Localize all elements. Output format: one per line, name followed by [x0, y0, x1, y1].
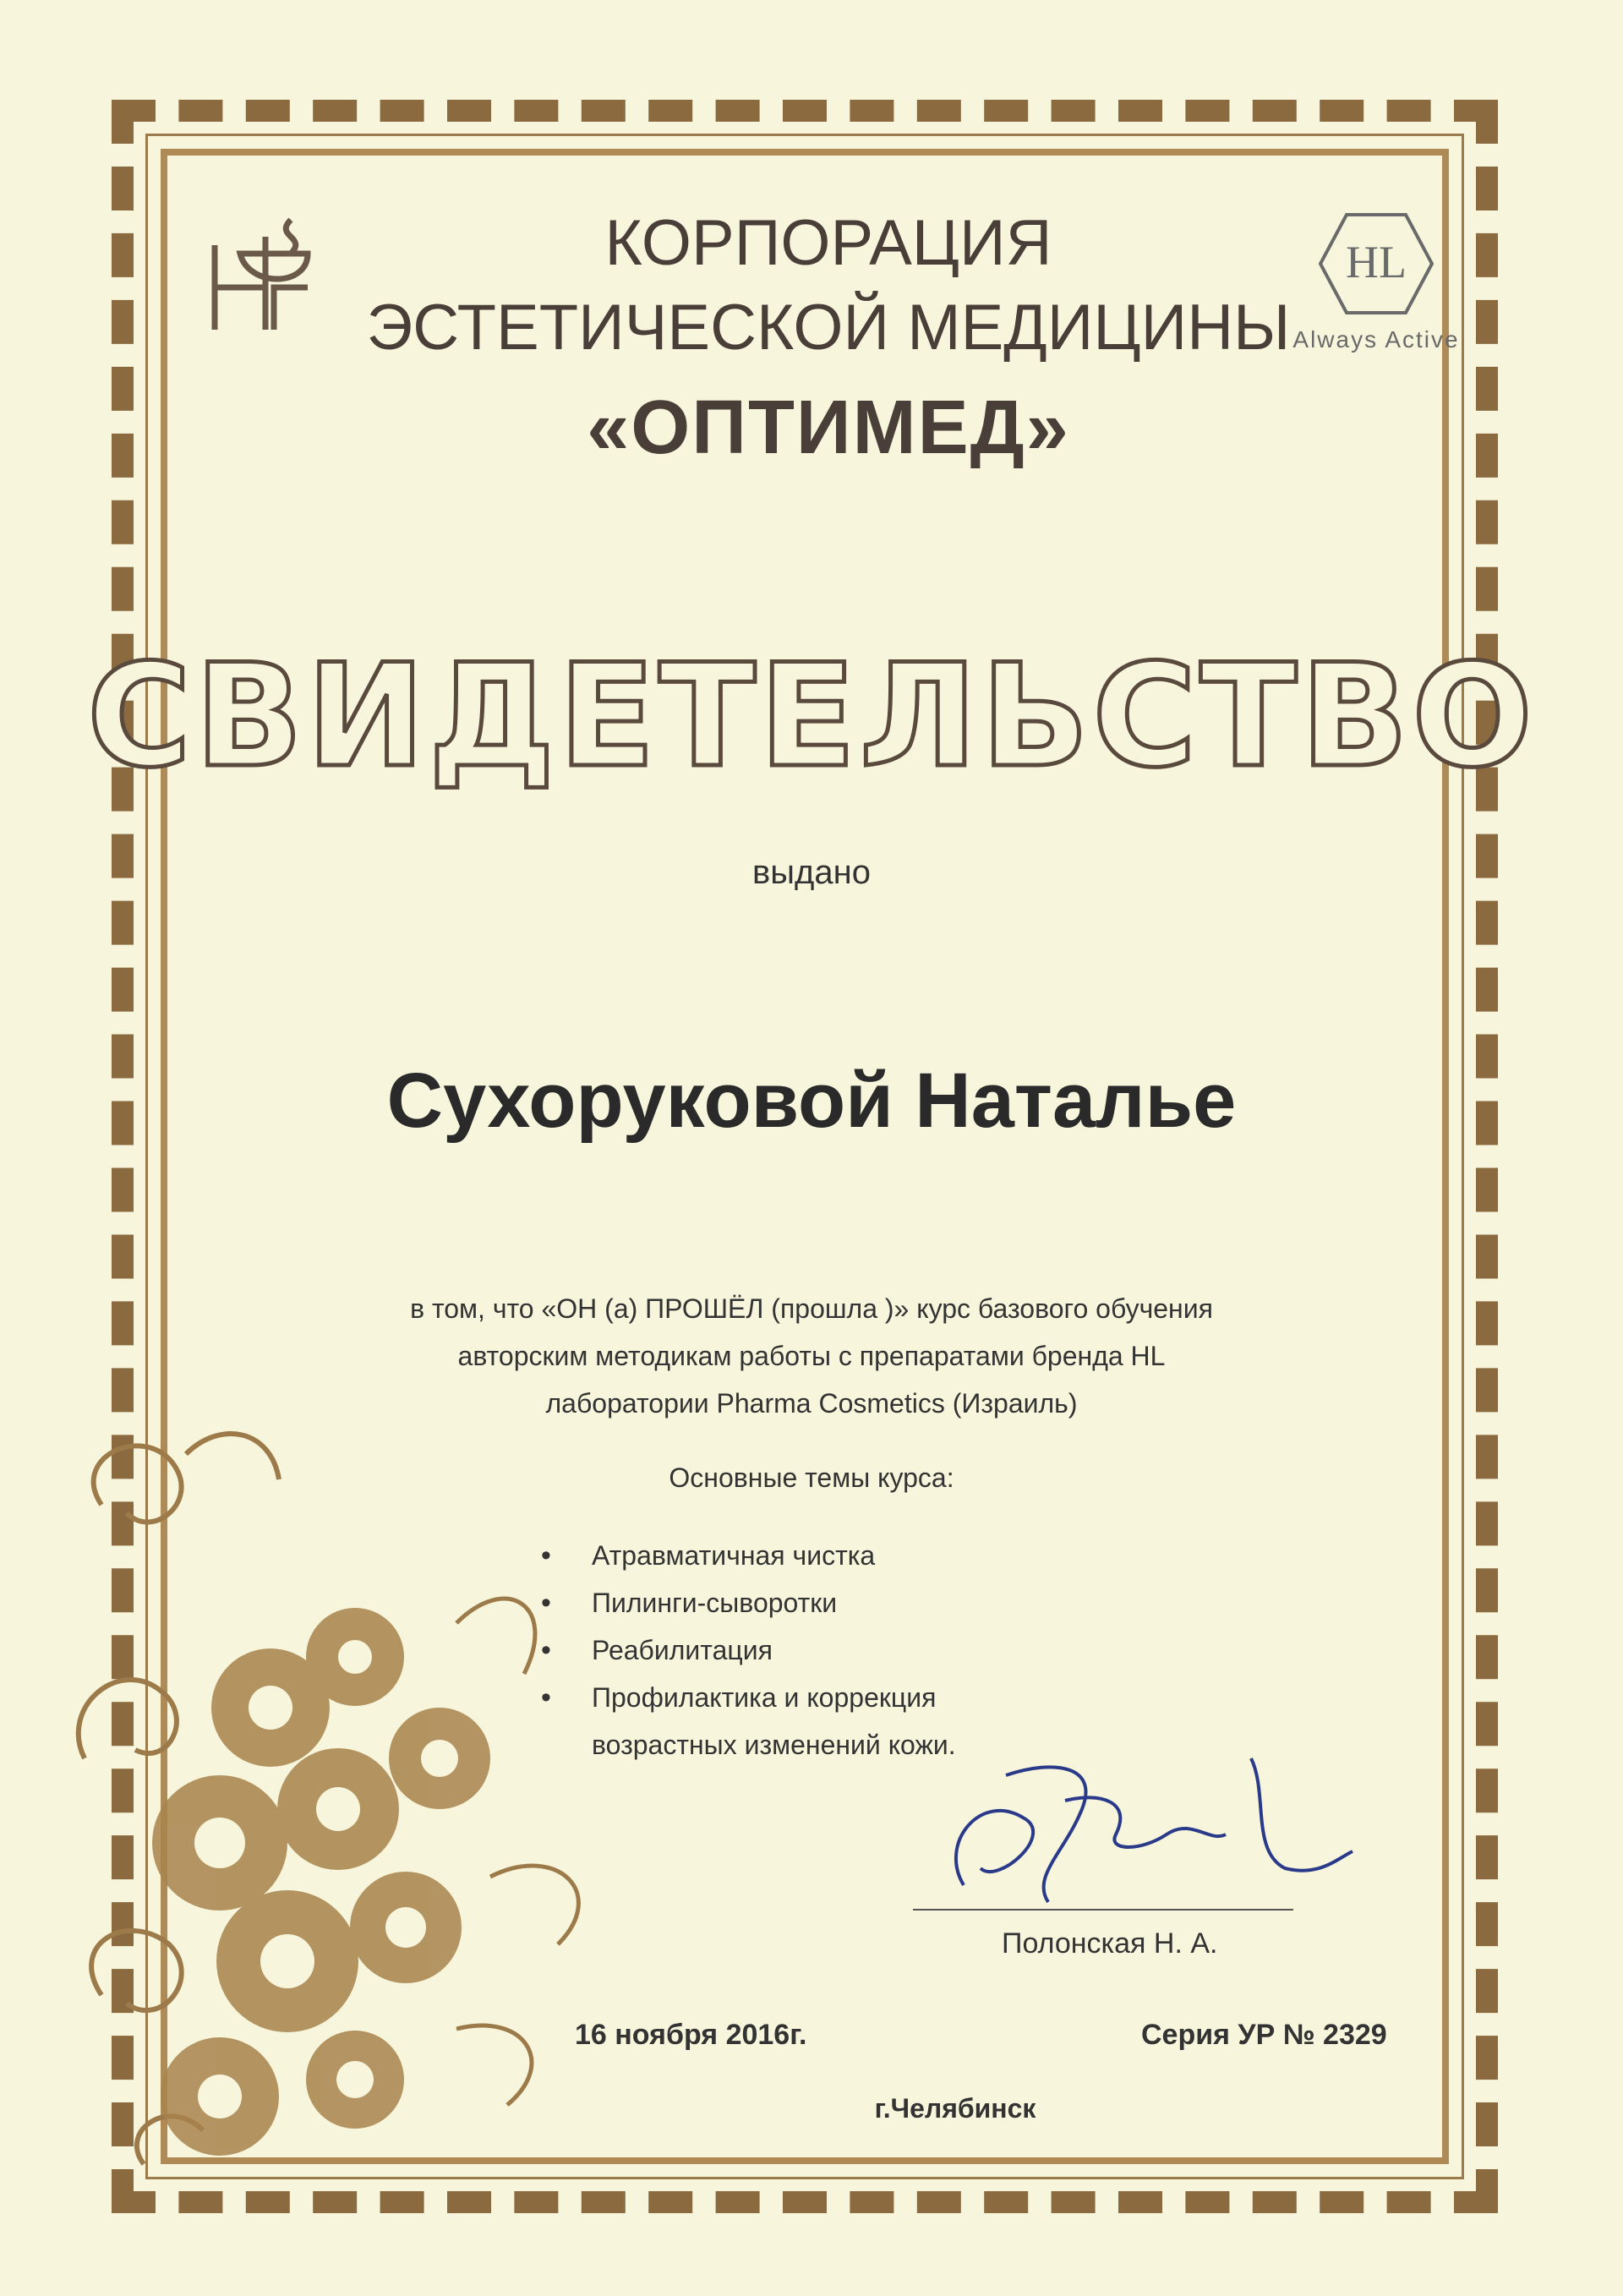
issue-city: г.Челябинск: [874, 2093, 1036, 2124]
signature-line: [913, 1909, 1293, 1911]
description-line: авторским методикам работы с препаратами бренда HL: [457, 1341, 1166, 1371]
bullet: •: [541, 1587, 551, 1619]
description-line: лаборатории Pharma Cosmetics (Израиль): [545, 1388, 1078, 1419]
topic-text: Профилактика и коррекция: [592, 1682, 937, 1713]
bullet: •: [541, 1681, 551, 1714]
issued-label: выдано: [752, 854, 871, 891]
handwritten-signature: [930, 1741, 1369, 1911]
topic-text: Пилинги-сыворотки: [592, 1588, 838, 1618]
corporation-line-1: КОРПОРАЦИЯ: [604, 207, 1052, 279]
topics-title: Основные темы курса:: [669, 1462, 954, 1493]
brand-name: «ОПТИМЕД»: [587, 385, 1070, 470]
svg-text:HL: HL: [1346, 237, 1407, 287]
signer-name: Полонская Н. А.: [1002, 1927, 1218, 1960]
partner-logo: [1275, 211, 1478, 364]
caduceus-bowl-icon: [198, 203, 342, 347]
bullet: •: [541, 1539, 551, 1572]
topic-text: Реабилитация: [592, 1635, 773, 1665]
partner-tagline: Always Active: [1292, 326, 1460, 353]
floral-ornament-icon: [51, 1403, 693, 2249]
issue-date: 16 ноября 2016г.: [575, 2019, 807, 2051]
list-item: [541, 1579, 1183, 1626]
course-description: [279, 1285, 1344, 1427]
list-item: [541, 1532, 1183, 1579]
list-item: [541, 1626, 1183, 1674]
list-item: [541, 1674, 1183, 1721]
description-line: в том, что «ОН (а) ПРОШЁЛ (прошла )» курс базового обучения: [410, 1293, 1213, 1324]
certificate-serial: Серия УР № 2329: [1141, 2019, 1387, 2051]
certificate-title: [86, 630, 1537, 799]
svg-text:СВИДЕТЕЛЬСТВО: СВИДЕТЕЛЬСТВО: [86, 633, 1537, 799]
topic-text: Атравматичная чистка: [592, 1540, 876, 1571]
recipient-name: Сухоруковой Наталье: [386, 1058, 1237, 1144]
corporation-line-2: ЭСТЕТИЧЕСКОЙ МЕДИЦИНЫ: [366, 292, 1291, 364]
hexagon-hl-icon: [1317, 211, 1435, 316]
topic-text: возрастных изменений кожи.: [592, 1730, 956, 1760]
bullet: •: [541, 1634, 551, 1666]
topics-list: [541, 1532, 1183, 1768]
